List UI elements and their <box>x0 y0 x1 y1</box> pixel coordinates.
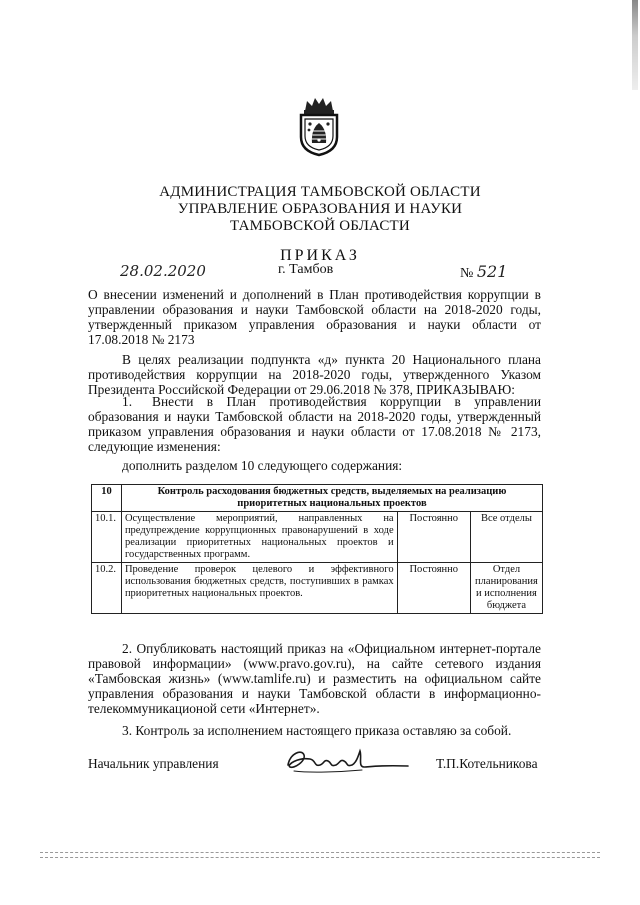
number-prefix: № <box>460 266 474 281</box>
signatory-name: Т.П.Котельникова <box>436 756 538 771</box>
order-item-1-number: 1. <box>122 394 133 409</box>
row-term: Постоянно <box>397 512 470 563</box>
order-item-3: 3. Контроль за исполнением настоящего приказа оставляю за собой. <box>122 723 512 738</box>
document-date: 28.02.2020 <box>120 262 206 280</box>
signatory-title: Начальник управления <box>88 756 219 771</box>
document-type-title: ПРИКАЗ <box>280 247 360 264</box>
org-line-2: УПРАВЛЕНИЕ ОБРАЗОВАНИЯ И НАУКИ <box>177 201 463 217</box>
order-item-1 <box>88 394 541 454</box>
number-value: 521 <box>476 262 508 281</box>
section-number: 10 <box>92 485 122 512</box>
coat-of-arms-icon <box>295 95 343 157</box>
table-row <box>92 563 543 614</box>
org-line-1: АДМИНИСТРАЦИЯ ТАМБОВСКОЙ ОБЛАСТИ <box>159 184 481 200</box>
plan-table <box>91 484 543 614</box>
handwritten-signature <box>280 745 410 777</box>
order-item-2-number: 2. <box>122 641 133 656</box>
scan-edge-mark <box>632 0 638 90</box>
row-measure: Осуществление мероприятий, направленных на предупреждение коррупционных правонарушений в ходе реализации приоритетных национальных проектов и государственных программ. <box>121 512 397 563</box>
row-number: 10.2. <box>92 563 122 614</box>
order-item-2-text: Опубликовать настоящий приказ на «Официальном интернет-портале правовой информации» (www.pravo.gov.ru), на сайте сетевого издания «Тамбовская жизнь» (www.tamlife.ru) и разместить на официальном сайте управления образования и науки Тамбовской области в информационно-телекоммуникационой сети «Интернет». <box>88 641 541 716</box>
row-measure: Проведение проверок целевого и эффективного использования бюджетных средств, поступивших в рамках приоритетных национальных проектов. <box>121 563 397 614</box>
row-responsible: Отдел планирования и исполнения бюджета <box>470 563 542 614</box>
row-term: Постоянно <box>397 563 470 614</box>
table-row <box>92 512 543 563</box>
org-line-3: ТАМБОВСКОЙ ОБЛАСТИ <box>230 218 410 234</box>
row-responsible: Все отделы <box>470 512 542 563</box>
row-number: 10.1. <box>92 512 122 563</box>
order-item-2 <box>88 641 541 716</box>
document-number <box>460 262 507 282</box>
document-subject: О внесении изменений и дополнений в План противодействия коррупции в управлении образования и науки Тамбовской области на 2018-2020 годы, утвержденный приказом управления образования и науки области от 17.08.2018 № 2173 <box>88 287 541 347</box>
footer-divider <box>40 857 600 859</box>
section-intro: дополнить разделом 10 следующего содержания: <box>122 458 403 473</box>
preamble-paragraph: В целях реализации подпункта «д» пункта 20 Национального плана противодействия коррупции на 2018-2020 годы, утвержденного Указом Президента Российской Федерации от 29.06.2018 № 378, ПРИКАЗЫВАЮ: <box>88 352 541 397</box>
table-section-header <box>92 485 543 512</box>
order-item-1-text: Внести в План противодействия коррупции в управлении образования и науки Тамбовской области на 2018-2020 годы, утвержденный приказом управления образования и науки области от 17.08.2018 № 2173, следующие изменения: <box>88 394 541 454</box>
footer-divider <box>40 852 600 854</box>
document-city: г. Тамбов <box>278 262 334 277</box>
section-title: Контроль расходования бюджетных средств, выделяемых на реализацию приоритетных национальных проектов <box>121 485 542 512</box>
